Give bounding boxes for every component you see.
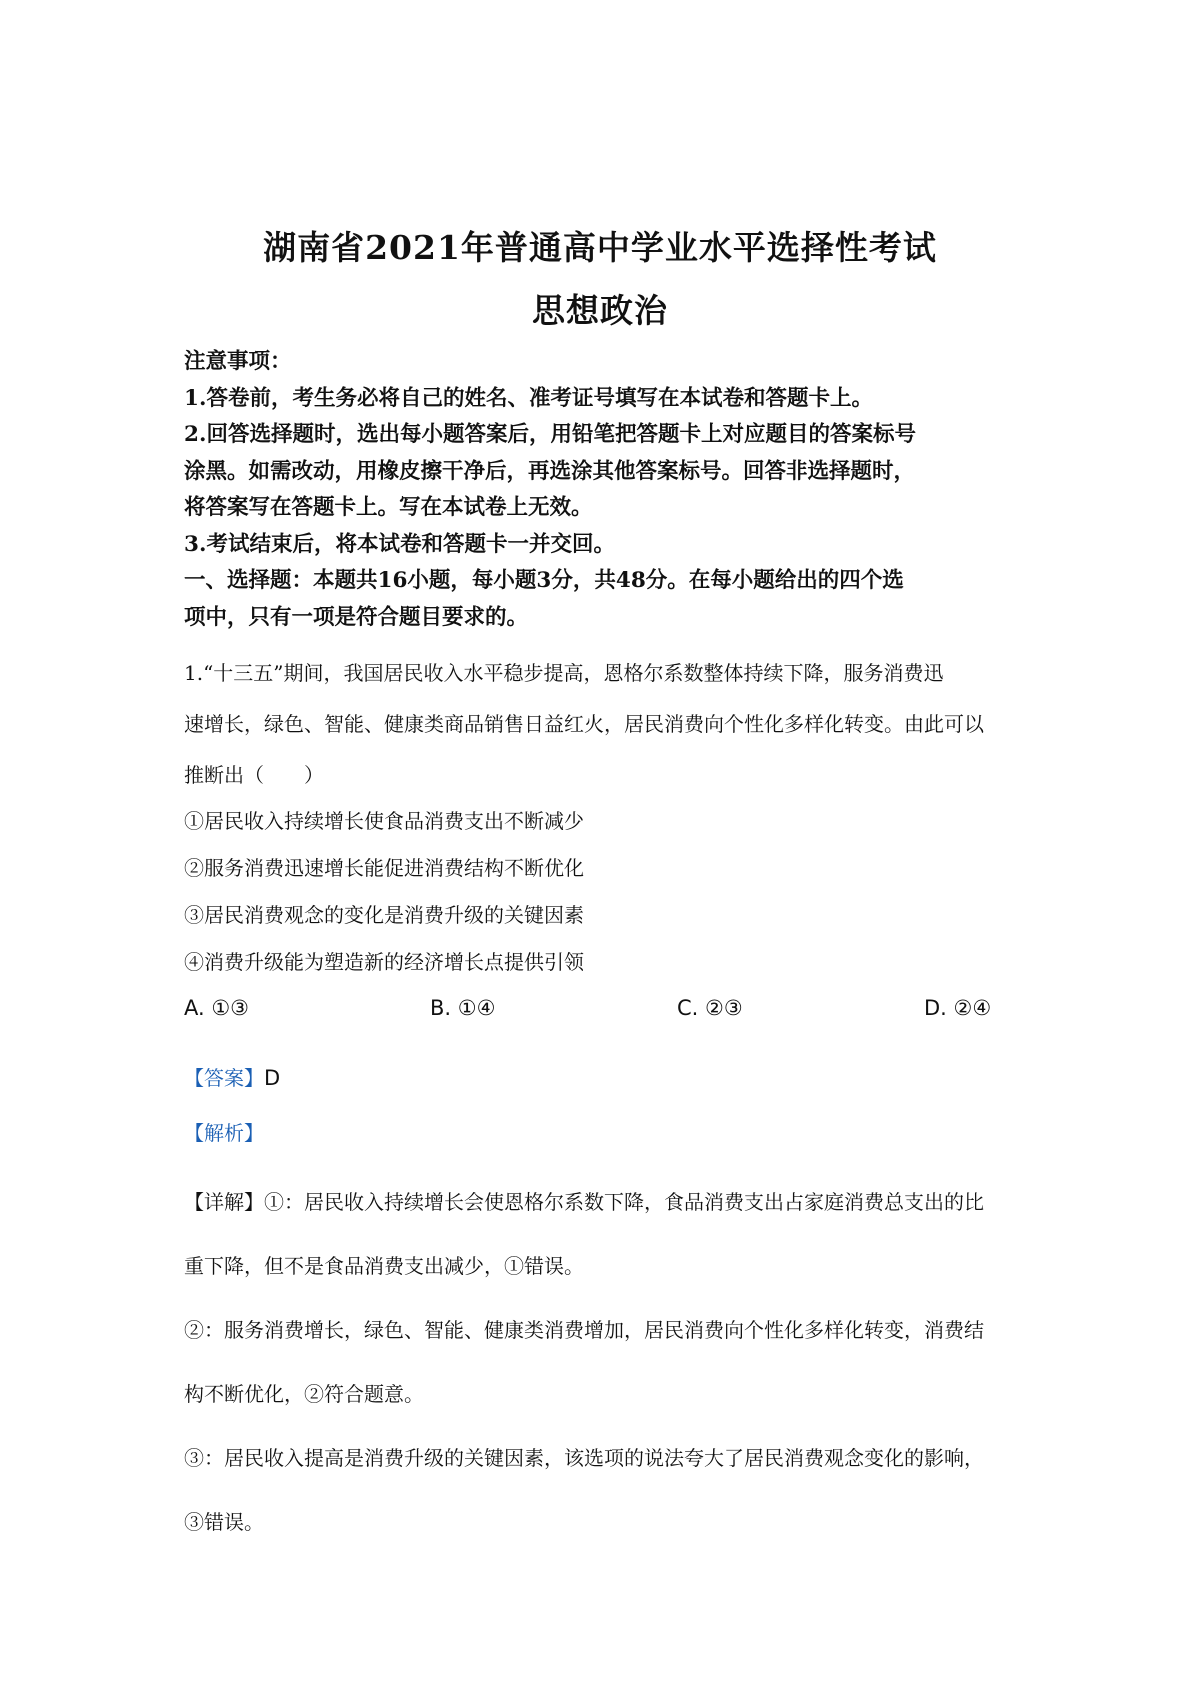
detail-section (184, 1170, 1044, 1554)
stem-line: 推断出（ ） (184, 763, 324, 787)
question-1-choices (184, 996, 1084, 1036)
detail-line (184, 1170, 1044, 1234)
answer-value: D (264, 1066, 281, 1090)
notice-line: 涂黑。如需改动，用橡皮擦干净后，再选涂其他答案标号。回答非选择题时， (184, 458, 916, 484)
exam-title: 湖南省2021年普通高中学业水平选择性考试 (263, 228, 937, 267)
stem-line: 1.“十三五”期间，我国居民收入水平稳步提高，恩格尔系数整体持续下降，服务消费迅 (184, 661, 944, 685)
statement-3: ③居民消费观念的变化是消费升级的关键因素 (184, 903, 584, 927)
choice-c: C. ②③ (677, 996, 743, 1020)
detail-line: ②：服务消费增长，绿色、智能、健康类消费增加，居民消费向个性化多样化转变，消费结 (184, 1318, 984, 1342)
detail-label: 【详解】 (184, 1190, 264, 1214)
question-1-stem (184, 648, 1024, 801)
question-1-statements (184, 798, 1024, 986)
statement-2: ②服务消费迅速增长能促进消费结构不断优化 (184, 856, 584, 880)
statement-4: ④消费升级能为塑造新的经济增长点提供引领 (184, 950, 584, 974)
choice-b: B. ①④ (430, 996, 496, 1020)
notice-line: 将答案写在答题卡上。写在本试卷上无效。 (184, 495, 593, 520)
notice-line: 1.答卷前，考生务必将自己的姓名、准考证号填写在本试卷和答题卡上。 (184, 385, 873, 411)
notice-line: 2.回答选择题时，选出每小题答案后，用铅笔把答题卡上对应题目的答案标号 (184, 422, 916, 447)
subject-title: 思想政治 (532, 291, 668, 330)
section-heading-line: 一、选择题：本题共16小题，每小题3分，共48分。在每小题给出的四个选 (184, 568, 904, 593)
answer-line (184, 1062, 280, 1091)
detail-line: ③错误。 (184, 1510, 264, 1534)
statement-1: ①居民收入持续增长使食品消费支出不断减少 (184, 809, 584, 833)
stem-line: 速增长，绿色、智能、健康类商品销售日益红火，居民消费向个性化多样化转变。由此可以 (184, 712, 984, 736)
notice-section (184, 344, 1024, 636)
choice-a: A. ①③ (184, 996, 249, 1020)
detail-line: ③：居民收入提高是消费升级的关键因素，该选项的说法夸大了居民消费观念变化的影响， (184, 1446, 984, 1470)
choice-d: D. ②④ (924, 996, 992, 1020)
detail-line: 重下降，但不是食品消费支出减少，①错误。 (184, 1254, 584, 1278)
detail-line: 构不断优化，②符合题意。 (184, 1382, 424, 1406)
answer-label: 【答案】 (184, 1066, 264, 1090)
section-heading-line: 项中，只有一项是符合题目要求的。 (184, 604, 529, 630)
analysis-label: 【解析】 (184, 1121, 264, 1145)
notice-line: 3.考试结束后，将本试卷和答题卡一并交回。 (184, 531, 615, 557)
notice-heading: 注意事项： (184, 349, 292, 374)
detail-text: ①：居民收入持续增长会使恩格尔系数下降，食品消费支出占家庭消费总支出的比 (264, 1190, 984, 1214)
